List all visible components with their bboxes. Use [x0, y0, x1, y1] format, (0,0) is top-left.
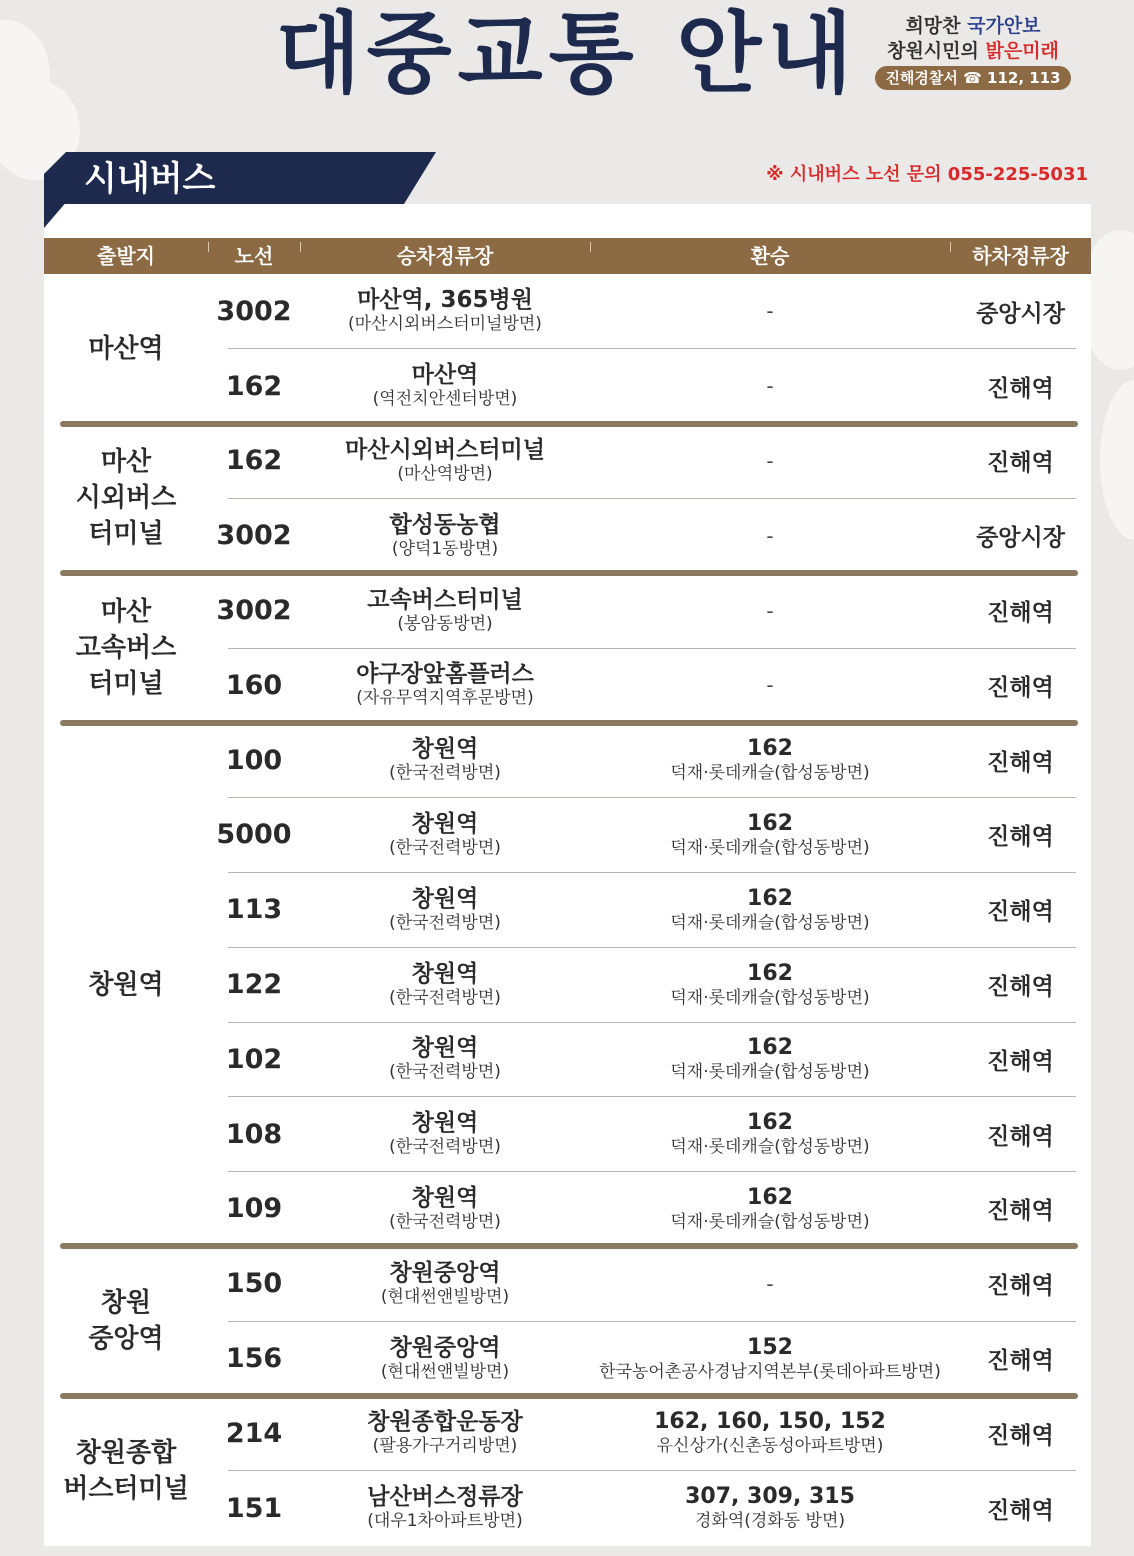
transfer-stop: 덕재·롯데캐슬(합성동방면)	[670, 1062, 870, 1083]
alighting-stop: 진해역	[987, 974, 1054, 1001]
boarding-stop-direction: (한국전력방면)	[389, 1062, 501, 1083]
alighting-stop: 진해역	[987, 450, 1054, 477]
transfer-stop: 덕재·롯데캐슬(합성동방면)	[670, 837, 870, 858]
boarding-stop: 남산버스정류장	[367, 1484, 523, 1511]
route-number: 162	[225, 445, 283, 477]
boarding-stop-direction: (한국전력방면)	[389, 1211, 501, 1232]
column-header: 하차정류장	[972, 244, 1069, 268]
page-title: 대중교통 안내	[275, 2, 859, 105]
transfer-stop: 덕재·롯데캐슬(합성동방면)	[670, 912, 870, 933]
route-number: 100	[225, 744, 283, 776]
boarding-stop: 창원역	[411, 960, 479, 987]
route-number: 162	[225, 370, 283, 402]
boarding-stop-direction: (한국전력방면)	[389, 1137, 501, 1158]
transfer-route: 162	[747, 1035, 793, 1061]
boarding-stop: 야구장앞홈플러스	[356, 661, 534, 688]
section-title: 시내버스	[84, 159, 216, 199]
transfer-route: 162, 160, 150, 152	[654, 1409, 886, 1435]
slogan-highlight: 밝은미래	[985, 40, 1059, 62]
departure-name: 중앙역	[88, 1324, 164, 1355]
alighting-stop: 진해역	[987, 824, 1054, 851]
route-number: 5000	[216, 819, 292, 851]
transfer-route: 162	[747, 810, 793, 836]
alighting-stop: 중앙시장	[976, 300, 1065, 327]
departure-name: 창원종합	[75, 1437, 177, 1468]
boarding-stop-direction: (한국전력방면)	[389, 837, 501, 858]
departure-name: 마산	[100, 596, 152, 627]
route-number: 109	[225, 1193, 283, 1225]
route-number: 150	[225, 1268, 283, 1300]
departure-name: 시외버스	[75, 483, 177, 514]
transfer-none: -	[766, 1271, 774, 1296]
departure-name: 터미널	[88, 668, 164, 699]
route-number: 122	[225, 969, 283, 1001]
departure-cell	[44, 1396, 208, 1546]
alighting-stop: 진해역	[987, 1273, 1054, 1300]
boarding-stop: 마산역	[411, 362, 479, 389]
route-number: 151	[225, 1492, 283, 1524]
boarding-stop-direction: (마산역방면)	[397, 463, 493, 484]
boarding-stop-direction: (봉암동방면)	[397, 613, 493, 634]
transfer-none: -	[766, 673, 774, 698]
alighting-stop: 진해역	[987, 1348, 1054, 1375]
departure-name: 마산역	[88, 333, 164, 364]
route-number: 102	[225, 1043, 283, 1075]
route-number: 113	[225, 894, 283, 926]
boarding-stop: 창원중앙역	[389, 1334, 501, 1361]
alighting-stop: 진해역	[987, 749, 1054, 776]
boarding-stop: 창원역	[411, 736, 479, 763]
transfer-stop: 덕재·롯데캐슬(합성동방면)	[670, 987, 870, 1008]
transfer-stop: 덕재·롯데캐슬(합성동방면)	[670, 1137, 870, 1158]
boarding-stop: 창원역	[411, 1035, 479, 1062]
boarding-stop: 창원중앙역	[389, 1259, 501, 1286]
transfer-stop: 덕재·롯데캐슬(합성동방면)	[670, 763, 870, 784]
transfer-stop: 한국농어촌공사경남지역본부(롯데아파트방면)	[599, 1361, 941, 1382]
boarding-stop: 마산역, 365병원	[357, 287, 533, 314]
transfer-stop: 유신상가(신촌동성아파트방면)	[656, 1436, 884, 1457]
route-inquiry-note: ※ 시내버스 노선 문의 055-225-5031	[766, 164, 1088, 185]
boarding-stop: 창원역	[411, 810, 479, 837]
transfer-route: 162	[747, 1184, 793, 1210]
alighting-stop: 진해역	[987, 375, 1054, 402]
column-header: 승차정류장	[396, 244, 494, 268]
alighting-stop: 중앙시장	[976, 525, 1065, 552]
boarding-stop: 창원역	[411, 1184, 479, 1211]
boarding-stop-direction: (역전치안센터방면)	[372, 389, 518, 410]
boarding-stop-direction: (한국전력방면)	[389, 987, 501, 1008]
departure-name: 마산	[100, 447, 152, 478]
boarding-stop: 창원역	[411, 1110, 479, 1137]
boarding-stop-direction: (마산시외버스터미널방면)	[348, 314, 542, 335]
alighting-stop: 진해역	[987, 1048, 1054, 1075]
departure-cell	[44, 573, 208, 723]
boarding-stop-direction: (양덕1동방면)	[391, 538, 499, 559]
departure-cell	[44, 424, 208, 574]
departure-name: 버스터미널	[63, 1473, 189, 1504]
departure-cell	[44, 723, 208, 1247]
boarding-stop-direction: (팔용가구거리방면)	[372, 1436, 518, 1457]
transfer-none: -	[766, 598, 774, 623]
boarding-stop: 창원종합운동장	[367, 1409, 523, 1436]
slogan-text: 창원시민의	[887, 40, 986, 62]
departure-name: 창원역	[88, 969, 164, 1000]
transfer-stop: 경화역(경화동 방면)	[694, 1511, 846, 1532]
slogan-text: 희망찬	[905, 15, 968, 37]
route-number: 108	[225, 1118, 283, 1150]
boarding-stop: 합성동농협	[389, 511, 501, 538]
alighting-stop: 진해역	[987, 1497, 1054, 1524]
boarding-stop: 창원역	[411, 885, 479, 912]
column-header: 출발지	[97, 244, 155, 268]
police-slogan	[858, 14, 1088, 90]
boarding-stop: 마산시외버스터미널	[345, 436, 545, 463]
route-number: 156	[225, 1343, 283, 1375]
transfer-route: 162	[747, 1110, 793, 1136]
section-banner	[44, 152, 444, 228]
table-header	[44, 238, 1091, 274]
boarding-stop: 고속버스터미널	[367, 586, 523, 613]
transfer-none: -	[766, 523, 774, 548]
route-number: 3002	[216, 520, 292, 552]
route-number: 3002	[216, 295, 292, 327]
boarding-stop-direction: (한국전력방면)	[389, 763, 501, 784]
boarding-stop-direction: (한국전력방면)	[389, 912, 501, 933]
boarding-stop-direction: (대우1차아파트방면)	[367, 1511, 523, 1532]
column-header: 노선	[234, 244, 274, 268]
transfer-none: -	[766, 299, 774, 324]
departure-name: 터미널	[88, 519, 164, 550]
departure-name: 고속버스	[75, 632, 177, 663]
boarding-stop-direction: (현대썬앤빌방면)	[380, 1361, 510, 1382]
police-contact-badge: 진해경찰서 ☎ 112, 113	[875, 66, 1070, 90]
departure-cell	[44, 1246, 208, 1396]
alighting-stop: 진해역	[987, 899, 1054, 926]
alighting-stop: 진해역	[987, 1422, 1054, 1449]
route-number: 160	[225, 669, 283, 701]
departure-cell	[44, 274, 208, 424]
alighting-stop: 진해역	[987, 674, 1054, 701]
route-number: 214	[225, 1417, 283, 1449]
boarding-stop-direction: (현대썬앤빌방면)	[380, 1286, 510, 1307]
transfer-route: 152	[747, 1334, 793, 1360]
column-header: 환승	[750, 244, 790, 268]
alighting-stop: 진해역	[987, 1198, 1054, 1225]
transfer-route: 162	[747, 885, 793, 911]
transfer-none: -	[766, 374, 774, 399]
departure-name: 창원	[100, 1288, 152, 1319]
bus-table-card	[44, 204, 1091, 1546]
alighting-stop: 진해역	[987, 1123, 1054, 1150]
boarding-stop-direction: (자유무역지역후문방면)	[356, 688, 534, 709]
route-number: 3002	[216, 595, 292, 627]
transfer-stop: 덕재·롯데캐슬(합성동방면)	[670, 1211, 870, 1232]
transfer-route: 162	[747, 960, 793, 986]
transfer-route: 307, 309, 315	[685, 1484, 855, 1510]
alighting-stop: 진해역	[987, 600, 1054, 627]
transfer-route: 162	[747, 736, 793, 762]
transfer-none: -	[766, 448, 774, 473]
slogan-highlight: 국가안보	[967, 15, 1041, 37]
